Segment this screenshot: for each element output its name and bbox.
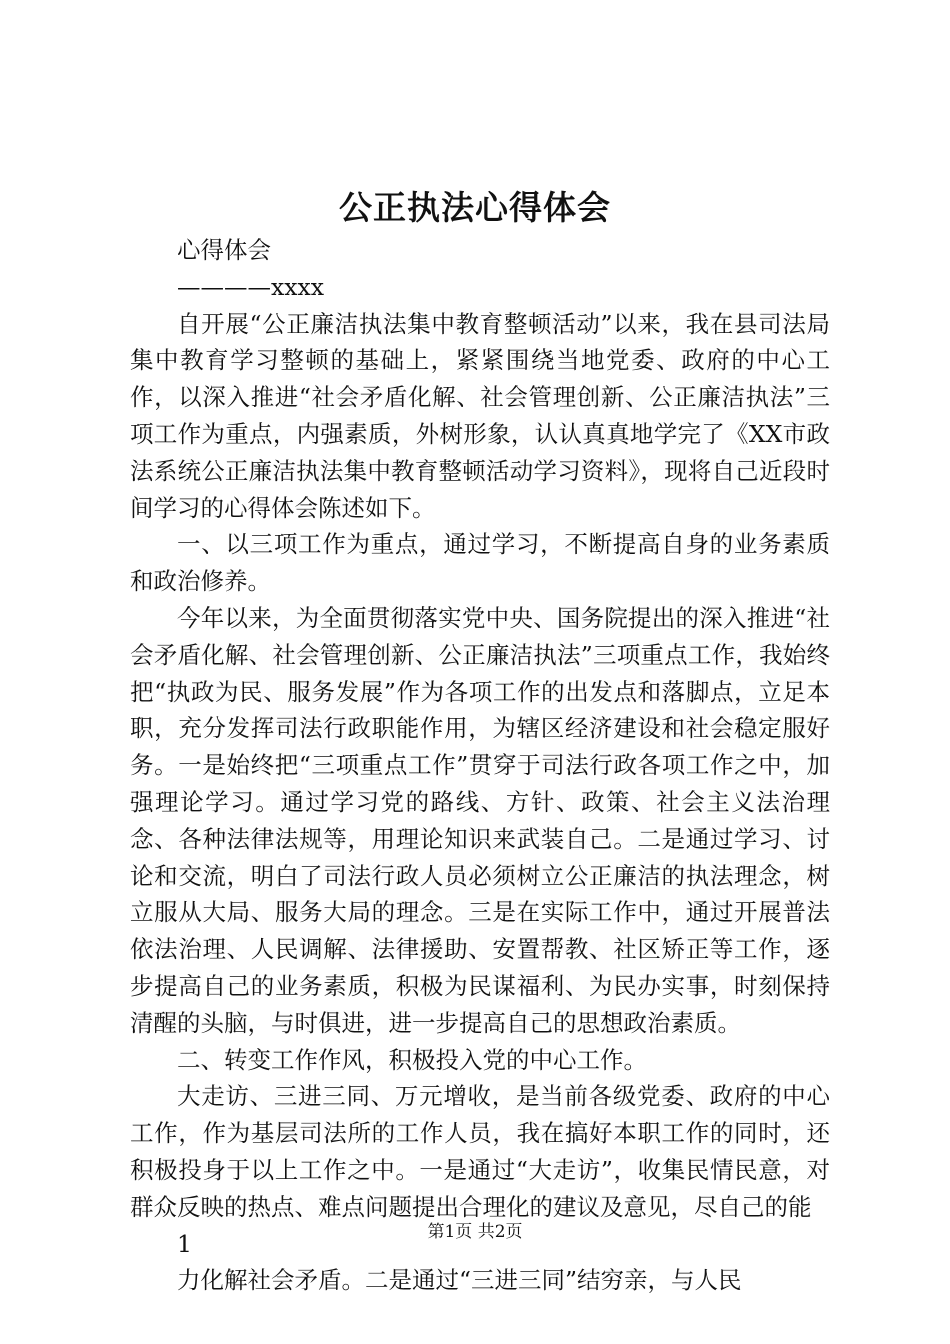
heading-section-2: 二、转变工作作风，积极投入党的中心工作。 <box>177 1045 647 1074</box>
subtitle-line: 心得体会 <box>177 236 271 264</box>
paragraph-section-1: 今年以来，为全面贯彻落实党中央、国务院提出的深入推进“社会矛盾化解、社会管理创新、公正廉洁执法”三项重点工作，我始终把“执政为民、服务发展”作为各项工作的出发点和落脚点，立足本职，充分发挥司法行政职能作用，为辖区经济建设和社会稳定服好务。一是始终把“三项重点工作”贯穿于司法行政各项工作之中，加强理论学习。通过学习党的路线、方针、政策、社会主义法治理念、各种法律法规等，用理论知识来武装自己。二是通过学习、讨论和交流，明白了司法行政人员必须树立公正廉洁的执法理念，树立服从大局、服务大局的理念。三是在实际工作中，通过开展普法依法治理、人民调解、法律援助、安置帮教、社区矫正等工作，逐步提高自己的业务素质，积极为民谋福利、为民办实事，时刻保持清醒的头脑，与时俱进，进一步提高自己的思想政治素质。 <box>130 603 830 1037</box>
document-body <box>130 232 830 1299</box>
inline-page-marker: 1 <box>177 1229 192 1258</box>
document-title: 公正执法心得体会 <box>339 188 611 227</box>
page-footer: 第1页 共2页 <box>427 1222 523 1242</box>
heading-section-1: 一、以三项工作为重点，通过学习，不断提高自身的业务素质和政治修养。 <box>130 530 830 596</box>
author-line: ————xxxx <box>177 272 325 301</box>
paragraph-continuation: 力化解社会矛盾。二是通过“三进三同”结穷亲，与人民 <box>177 1266 742 1295</box>
paragraph-intro: 自开展“公正廉洁执法集中教育整顿活动”以来，我在县司法局集中教育学习整顿的基础上，紧紧围绕当地党委、政府的中心工作，以深入推进“社会矛盾化解、社会管理创新、公正廉洁执法”三项工作为重点，内强素质，外树形象，认认真真地学完了《XX市政法系统公正廉洁执法集中教育整顿活动学习资料》，现将自己近段时间学习的心得体会陈述如下。 <box>130 309 830 522</box>
paragraph-section-2: 大走访、三进三同、万元增收，是当前各级党委、政府的中心工作，作为基层司法所的工作人员，我在搞好本职工作的同时，还积极投身于以上工作之中。一是通过“大走访”，收集民情民意，对群众反映的热点、难点问题提出合理化的建议及意见，尽自己的能 <box>130 1082 830 1221</box>
